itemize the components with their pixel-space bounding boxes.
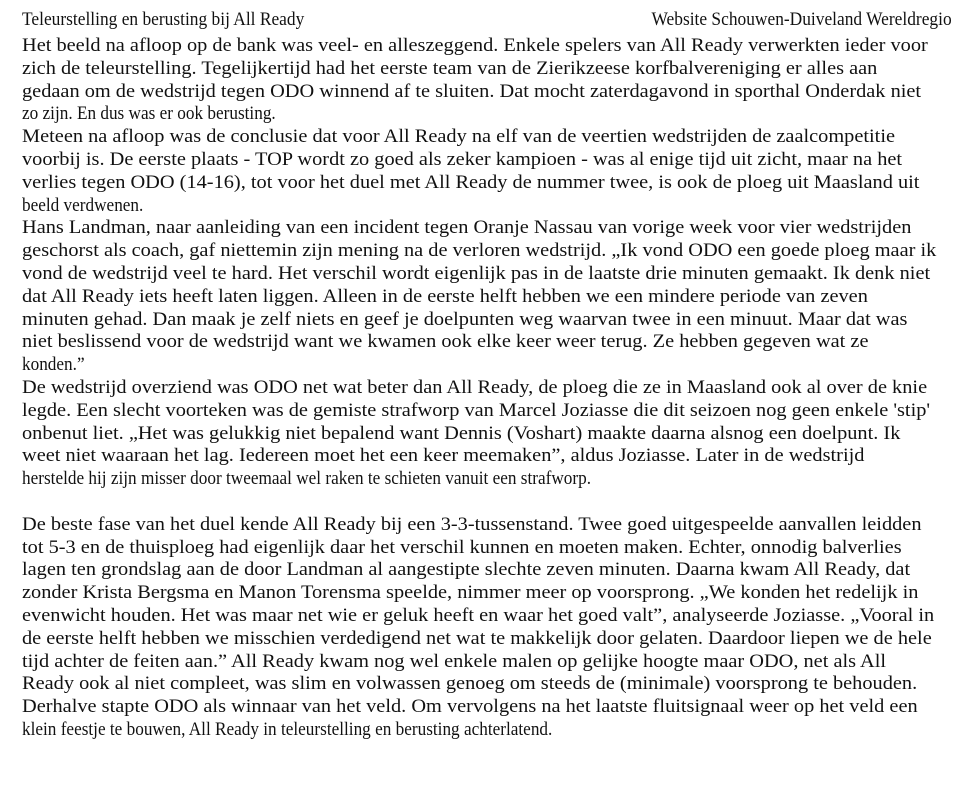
text-line: Meteen na afloop was de conclusie dat voor All Ready na elf van de veertien wedstrijden de zaalcompetitie xyxy=(22,127,896,148)
text-line: konden.” xyxy=(22,355,85,376)
text-line: legde. Een slecht voorteken was de gemiste strafworp van Marcel Joziasse die dit seizoen nog geen enkele 'stip' xyxy=(22,400,931,421)
paragraph xyxy=(22,35,951,126)
text-line: zonder Krista Bergsma en Manon Torensma speelde, nimmer meer op voorsprong. „We konden het redelijk in xyxy=(22,583,919,604)
text-line: De wedstrijd overziend was ODO net wat beter dan All Ready, de ploeg die ze in Maasland ook al over de knie xyxy=(22,377,928,398)
paragraph xyxy=(22,217,951,377)
article-body xyxy=(22,35,951,742)
article-title: Teleurstelling en berusting bij All Ready xyxy=(22,10,305,30)
text-line: Ready ook al niet compleet, was slim en volwassen genoeg om steeds de (minimale) voorsprong te behouden. xyxy=(22,674,918,695)
text-line: minuten gehad. Dan maak je zelf niets en geef je doelpunten weg waarvan twee in een minuut. Maar dat was xyxy=(22,309,908,330)
text-line: weet niet waaraan het lag. Iedereen moet het een keer meemaken”, aldus Joziasse. Later in de wedstrijd xyxy=(22,446,865,467)
text-line: De beste fase van het duel kende All Ready bij een 3-3-tussenstand. Twee goed uitgespeelde aanvallen leidden xyxy=(22,514,922,535)
text-line: Derhalve stapte ODO als winnaar van het veld. Om vervolgens na het laatste fluitsignaal weer op het veld een xyxy=(22,697,918,718)
text-line: klein feestje te bouwen, All Ready in teleurstelling en berusting achterlatend. xyxy=(22,719,553,740)
text-line: beeld verdwenen. xyxy=(22,195,144,216)
text-line: tot 5-3 en de thuisploeg had eigenlijk daar het verschil kunnen en moeten maken. Echter, onnodig balverlies xyxy=(22,537,902,558)
text-line: zo zijn. En dus was er ook berusting. xyxy=(22,104,276,125)
text-line: lagen ten grondslag aan de door Landman al aangestipte slechte zeven minuten. Daarna kwam All Ready, dat xyxy=(22,560,911,581)
text-line: verlies tegen ODO (14-16), tot voor het duel met All Ready de nummer twee, is ook de ploeg uit Maasland uit xyxy=(22,172,920,193)
paragraph xyxy=(22,514,951,742)
text-line: tijd achter de feiten aan.” All Ready kwam nog wel enkele malen op gelijke hoogte maar ODO, net als All xyxy=(22,651,887,672)
text-line: niet beslissend voor de wedstrijd want we kwamen ook elke keer weer terug. Ze hebben gegeven wat ze xyxy=(22,332,869,353)
text-line: evenwicht houden. Het was maar net wie er geluk heeft en waar het goed valt”, analyseerde Joziasse. „Vooral in xyxy=(22,605,935,626)
text-line: dat All Ready iets heeft laten liggen. Alleen in de eerste helft hebben we een mindere periode van zeven xyxy=(22,286,868,307)
paragraph-spacer xyxy=(22,491,951,514)
text-line: Hans Landman, naar aanleiding van een incident tegen Oranje Nassau van vorige week voor vier wedstrijden xyxy=(22,218,912,239)
text-line: Het beeld na afloop op de bank was veel- en alleszeggend. Enkele spelers van All Ready verwerkten ieder voor xyxy=(22,36,928,56)
text-line: geschorst als coach, gaf niettemin zijn mening na de verloren wedstrijd. „Ik vond ODO een goede ploeg maar ik xyxy=(22,241,937,262)
text-line: onbenut liet. „Het was gelukkig niet bepalend want Dennis (Voshart) maakte daarna alsnog een doelpunt. Ik xyxy=(22,423,901,444)
text-line: gedaan om de wedstrijd tegen ODO winnend af te sluiten. Dat mocht zaterdagavond in sporthal Onderdak niet xyxy=(22,81,922,102)
article-source: Website Schouwen-Duiveland Wereldregio xyxy=(651,10,952,30)
paragraph xyxy=(22,377,951,491)
text-line: de eerste helft hebben we misschien verdedigend net wat te makkelijk door gelaten. Daardoor liepen we de hele xyxy=(22,628,932,649)
page-header xyxy=(22,8,952,32)
text-line: vond de wedstrijd veel te hard. Het verschil wordt eigenlijk pas in de laatste drie minuten gemaakt. Ik denk niet xyxy=(22,263,931,284)
text-line: voorbij is. De eerste plaats - TOP wordt zo goed als zeker kampioen - was al enige tijd uit zicht, maar na het xyxy=(22,149,903,170)
text-line: zich de teleurstelling. Tegelijkertijd had het eerste team van de Zierikzeese korfbalvereniging er alles aan xyxy=(22,58,878,79)
text-line: herstelde hij zijn misser door tweemaal wel raken te schieten vanuit een strafworp. xyxy=(22,469,592,490)
paragraph xyxy=(22,126,951,217)
